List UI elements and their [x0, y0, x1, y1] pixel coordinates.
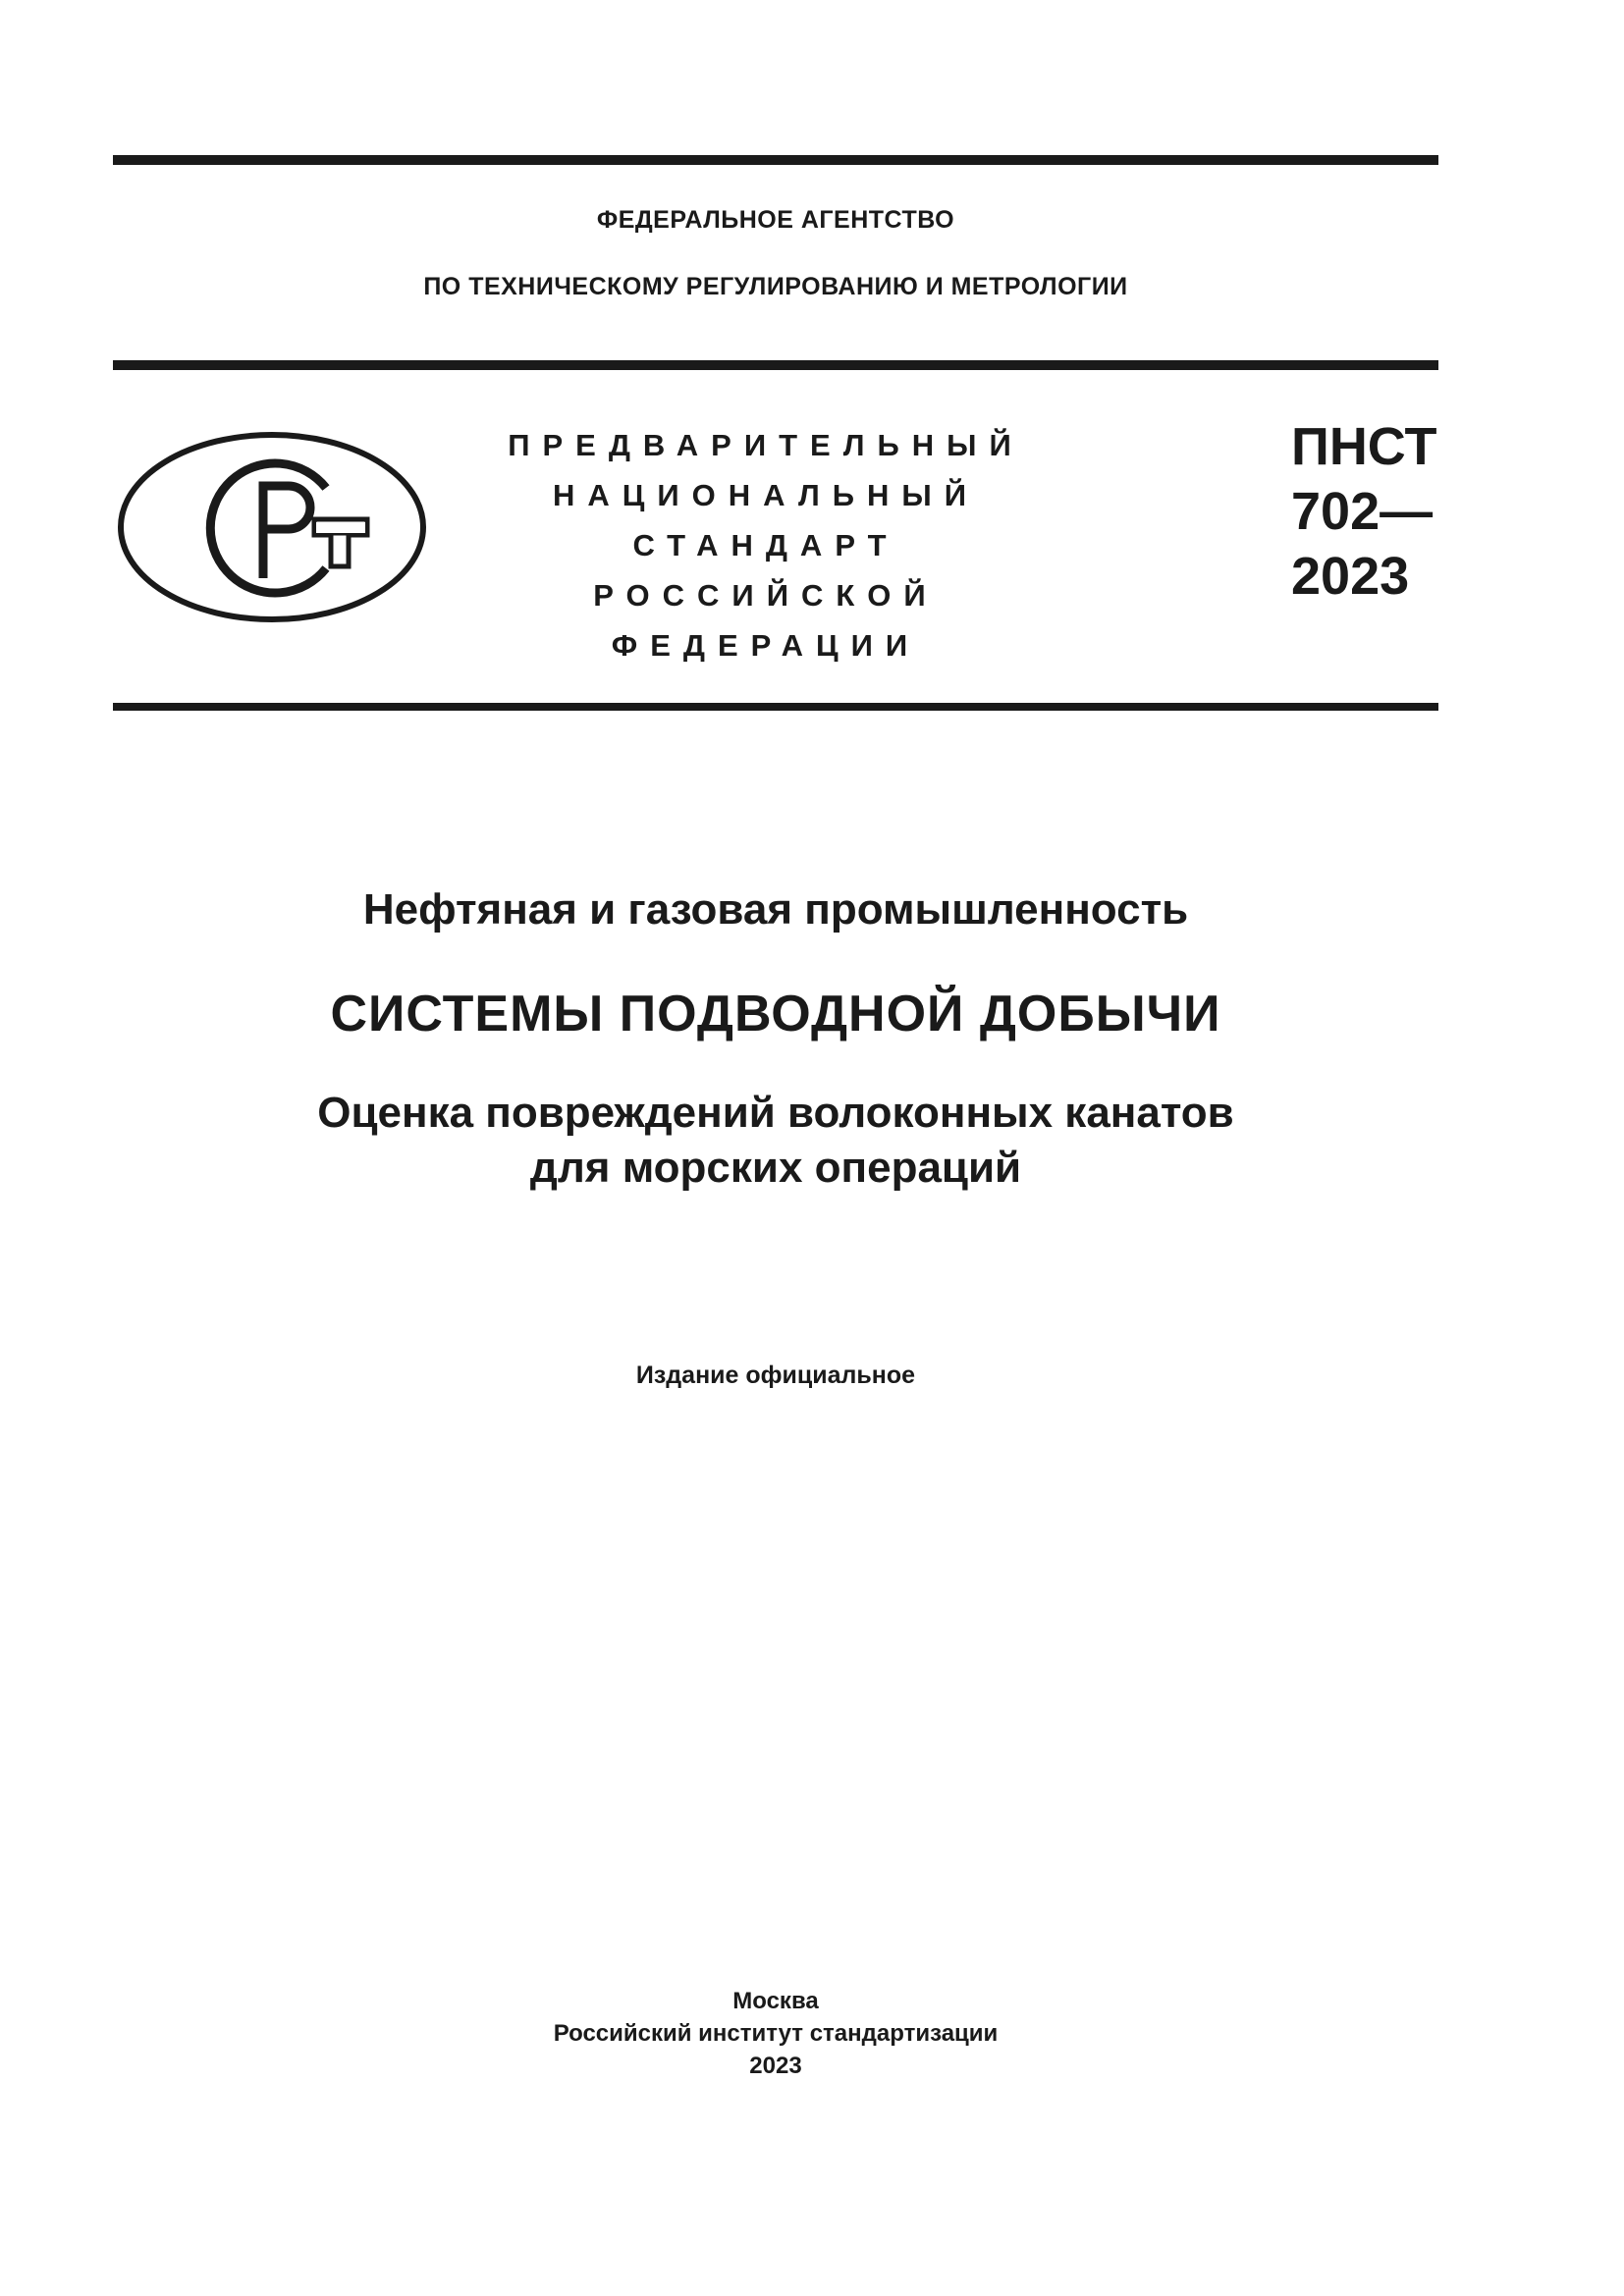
imprint-publisher: Российский институт стандартизации [553, 2020, 999, 2047]
bottom-rule [113, 703, 1438, 711]
imprint-city: Москва [732, 1988, 819, 2014]
document-subtitle [113, 1086, 1438, 1196]
agency-line-1: ФЕДЕРАЛЬНОЕ АГЕНТСТВО [596, 206, 955, 234]
standard-code-line: 702— [1291, 482, 1434, 541]
document-subject: Нефтяная и газовая промышленность [362, 885, 1189, 934]
top-rule [113, 155, 1438, 165]
standard-type [452, 420, 1080, 670]
standard-code-line: 2023 [1291, 547, 1410, 606]
standard-type-line: ФЕДЕРАЦИИ [611, 628, 921, 663]
document-subtitle-line: Оценка повреждений волоконных канатов [317, 1089, 1234, 1137]
document-subtitle-line: для морских операций [529, 1144, 1022, 1192]
standard-type-line: НАЦИОНАЛЬНЫЙ [552, 478, 980, 512]
standard-type-line: ПРЕДВАРИТЕЛЬНЫЙ [508, 428, 1024, 462]
document-title: СИСТЕМЫ ПОДВОДНОЙ ДОБЫЧИ [330, 986, 1221, 1042]
standard-code-line: ПНСТ [1291, 417, 1437, 476]
middle-rule [113, 360, 1438, 370]
rst-logo-icon [116, 429, 428, 625]
standard-type-line: РОССИЙСКОЙ [593, 578, 939, 613]
standard-type-line: СТАНДАРТ [632, 528, 899, 562]
imprint [113, 1985, 1438, 2082]
standard-code [1291, 414, 1436, 609]
imprint-year: 2023 [749, 2053, 802, 2079]
agency-line-2: ПО ТЕХНИЧЕСКОМУ РЕГУЛИРОВАНИЮ И МЕТРОЛОГИИ [423, 273, 1128, 300]
edition-note: Издание официальное [635, 1362, 916, 1389]
